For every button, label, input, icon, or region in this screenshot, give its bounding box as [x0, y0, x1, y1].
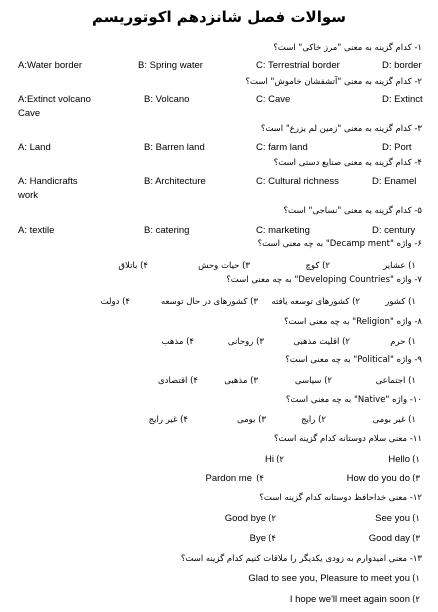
q4-option-b: B: Architecture — [144, 176, 206, 187]
question-11: ۱۱- معنی سلام دوستانه کدام گزینه است؟ — [274, 434, 422, 444]
q12-option-4: Bye — [249, 533, 266, 544]
q1-option-b: B: Spring water — [138, 60, 203, 71]
q2-option-d: D: Extinct — [382, 94, 423, 105]
q5-option-a: A: textile — [18, 225, 55, 236]
question-3: ۳- کدام گزینه به معنی "زمین لم یزرع" است؟ — [260, 124, 422, 134]
question-12: ۱۲- معنی خداحافظ دوستانه کدام گزینه است؟ — [259, 493, 422, 503]
q8-option-2: ۲) اقلیت مذهبی — [293, 337, 350, 347]
q6-option-4: ۴) باتلاق — [118, 261, 148, 271]
q9-option-2: ۲) سیاسی — [294, 376, 332, 386]
q1-option-d: D: border — [382, 60, 422, 71]
q8-option-1: ۱) حرم — [390, 337, 416, 347]
q3-option-c: C: farm land — [256, 142, 308, 153]
q3-option-b: B: Barren land — [144, 142, 205, 153]
q11-number-4: ۴) — [256, 474, 264, 484]
q6-option-3: ۳) حیات وحش — [198, 261, 250, 271]
q12-option-1: See you — [375, 513, 410, 524]
q5-option-b: B: catering — [144, 225, 190, 236]
q13-option-1: Glad to see you, Pleasure to meet you — [248, 573, 410, 584]
q10-option-3: ۳) بومی — [237, 415, 266, 425]
q11-option-1: Hello — [388, 454, 410, 465]
page-title: سوالات فصل شانزدهم اکوتوریسم — [91, 8, 346, 26]
q13-option-2: I hope we'll meet again soon — [289, 594, 410, 605]
q11-number-2: ۲) — [276, 455, 284, 465]
q10-option-1: ۱) غیر بومی — [372, 415, 416, 425]
q12-number-2: ۲) — [268, 514, 276, 524]
q12-number-1: ۱) — [412, 514, 420, 524]
question-13: ۱۳- معنی امیدوارم به زودی یکدیگر را ملاقات کنیم کدام گزینه است؟ — [180, 554, 422, 564]
q11-number-3: ۳) — [412, 474, 420, 484]
q12-number-4: ۴) — [268, 534, 276, 544]
q4-option-a-wrap: work — [18, 190, 39, 201]
q12-option-2: Good bye — [224, 513, 266, 524]
q11-option-2: Hi — [265, 454, 274, 465]
q5-option-c: C: marketing — [256, 225, 310, 236]
q9-option-4: ۴) اقتصادی — [158, 376, 198, 386]
q11-option-4: Pardon me — [205, 473, 252, 484]
q8-option-3: ۳) روحانی — [227, 337, 264, 347]
question-10: ۱۰- واژه "Native" به چه معنی است؟ — [285, 395, 422, 405]
question-8: ۸- واژه "Religion" به چه معنی است؟ — [284, 317, 422, 327]
q2-option-a: A:Extinct volcano — [18, 94, 91, 105]
question-2: ۲- کدام گزینه به معنی "آتشفشان خاموش" است؟ — [245, 77, 422, 87]
q4-option-d: D: Enamel — [372, 176, 417, 187]
q4-option-a: A: Handicrafts — [18, 176, 78, 187]
q9-option-3: ۳) مذهبی — [224, 376, 258, 386]
q6-option-2: ۲) کوچ — [305, 261, 330, 271]
q11-option-3: How do you do — [346, 473, 410, 484]
q11-number-1: ۱) — [412, 455, 420, 465]
q12-number-3: ۳) — [412, 534, 420, 544]
q8-option-4: ۴) مذهب — [161, 337, 194, 347]
q7-option-1: ۱) کشور — [385, 297, 416, 307]
q1-option-c: C: Terrestrial border — [256, 60, 340, 71]
question-4: ۴- کدام گزینه به معنی صنایع دستی است؟ — [273, 158, 422, 168]
question-7: ۷- واژه "Developing Countries" به چه معنی است؟ — [226, 275, 422, 285]
q5-option-d: D: century — [372, 225, 416, 236]
q10-option-2: ۲) رایج — [301, 415, 326, 425]
q7-option-2: ۲) کشورهای توسعه یافته — [271, 297, 360, 307]
q10-option-4: ۴) غیر رایج — [148, 415, 188, 425]
q12-option-3: Good day — [368, 533, 410, 544]
question-5: ۵- کدام گزینه به معنی "نساجی" است؟ — [283, 206, 422, 216]
question-6: ۶- واژه "Decamp ment" به چه معنی است؟ — [257, 239, 422, 249]
q13-number-2: ۲) — [412, 595, 420, 605]
q7-option-4: ۴) دولت — [100, 297, 130, 307]
q13-number-1: ۱) — [412, 574, 420, 584]
q3-option-d: D: Port — [382, 142, 412, 153]
q3-option-a: A: Land — [18, 142, 51, 153]
q4-option-c: C: Cultural richness — [256, 176, 339, 187]
question-9: ۹- واژه "Political" به چه معنی است؟ — [285, 355, 422, 365]
q7-option-3: ۳) کشورهای در حال توسعه — [161, 297, 258, 307]
q2-option-c: C: Cave — [256, 94, 291, 105]
q1-option-a: A:Water border — [18, 60, 83, 71]
question-1: ۱- کدام گزینه به معنی "مرز خاکی" است؟ — [273, 43, 422, 53]
q6-option-1: ۱) عشایر — [383, 261, 416, 271]
q9-option-1: ۱) اجتماعی — [375, 376, 416, 386]
q2-option-b: B: Volcano — [144, 94, 190, 105]
q2-option-a-wrap: Cave — [18, 108, 41, 119]
